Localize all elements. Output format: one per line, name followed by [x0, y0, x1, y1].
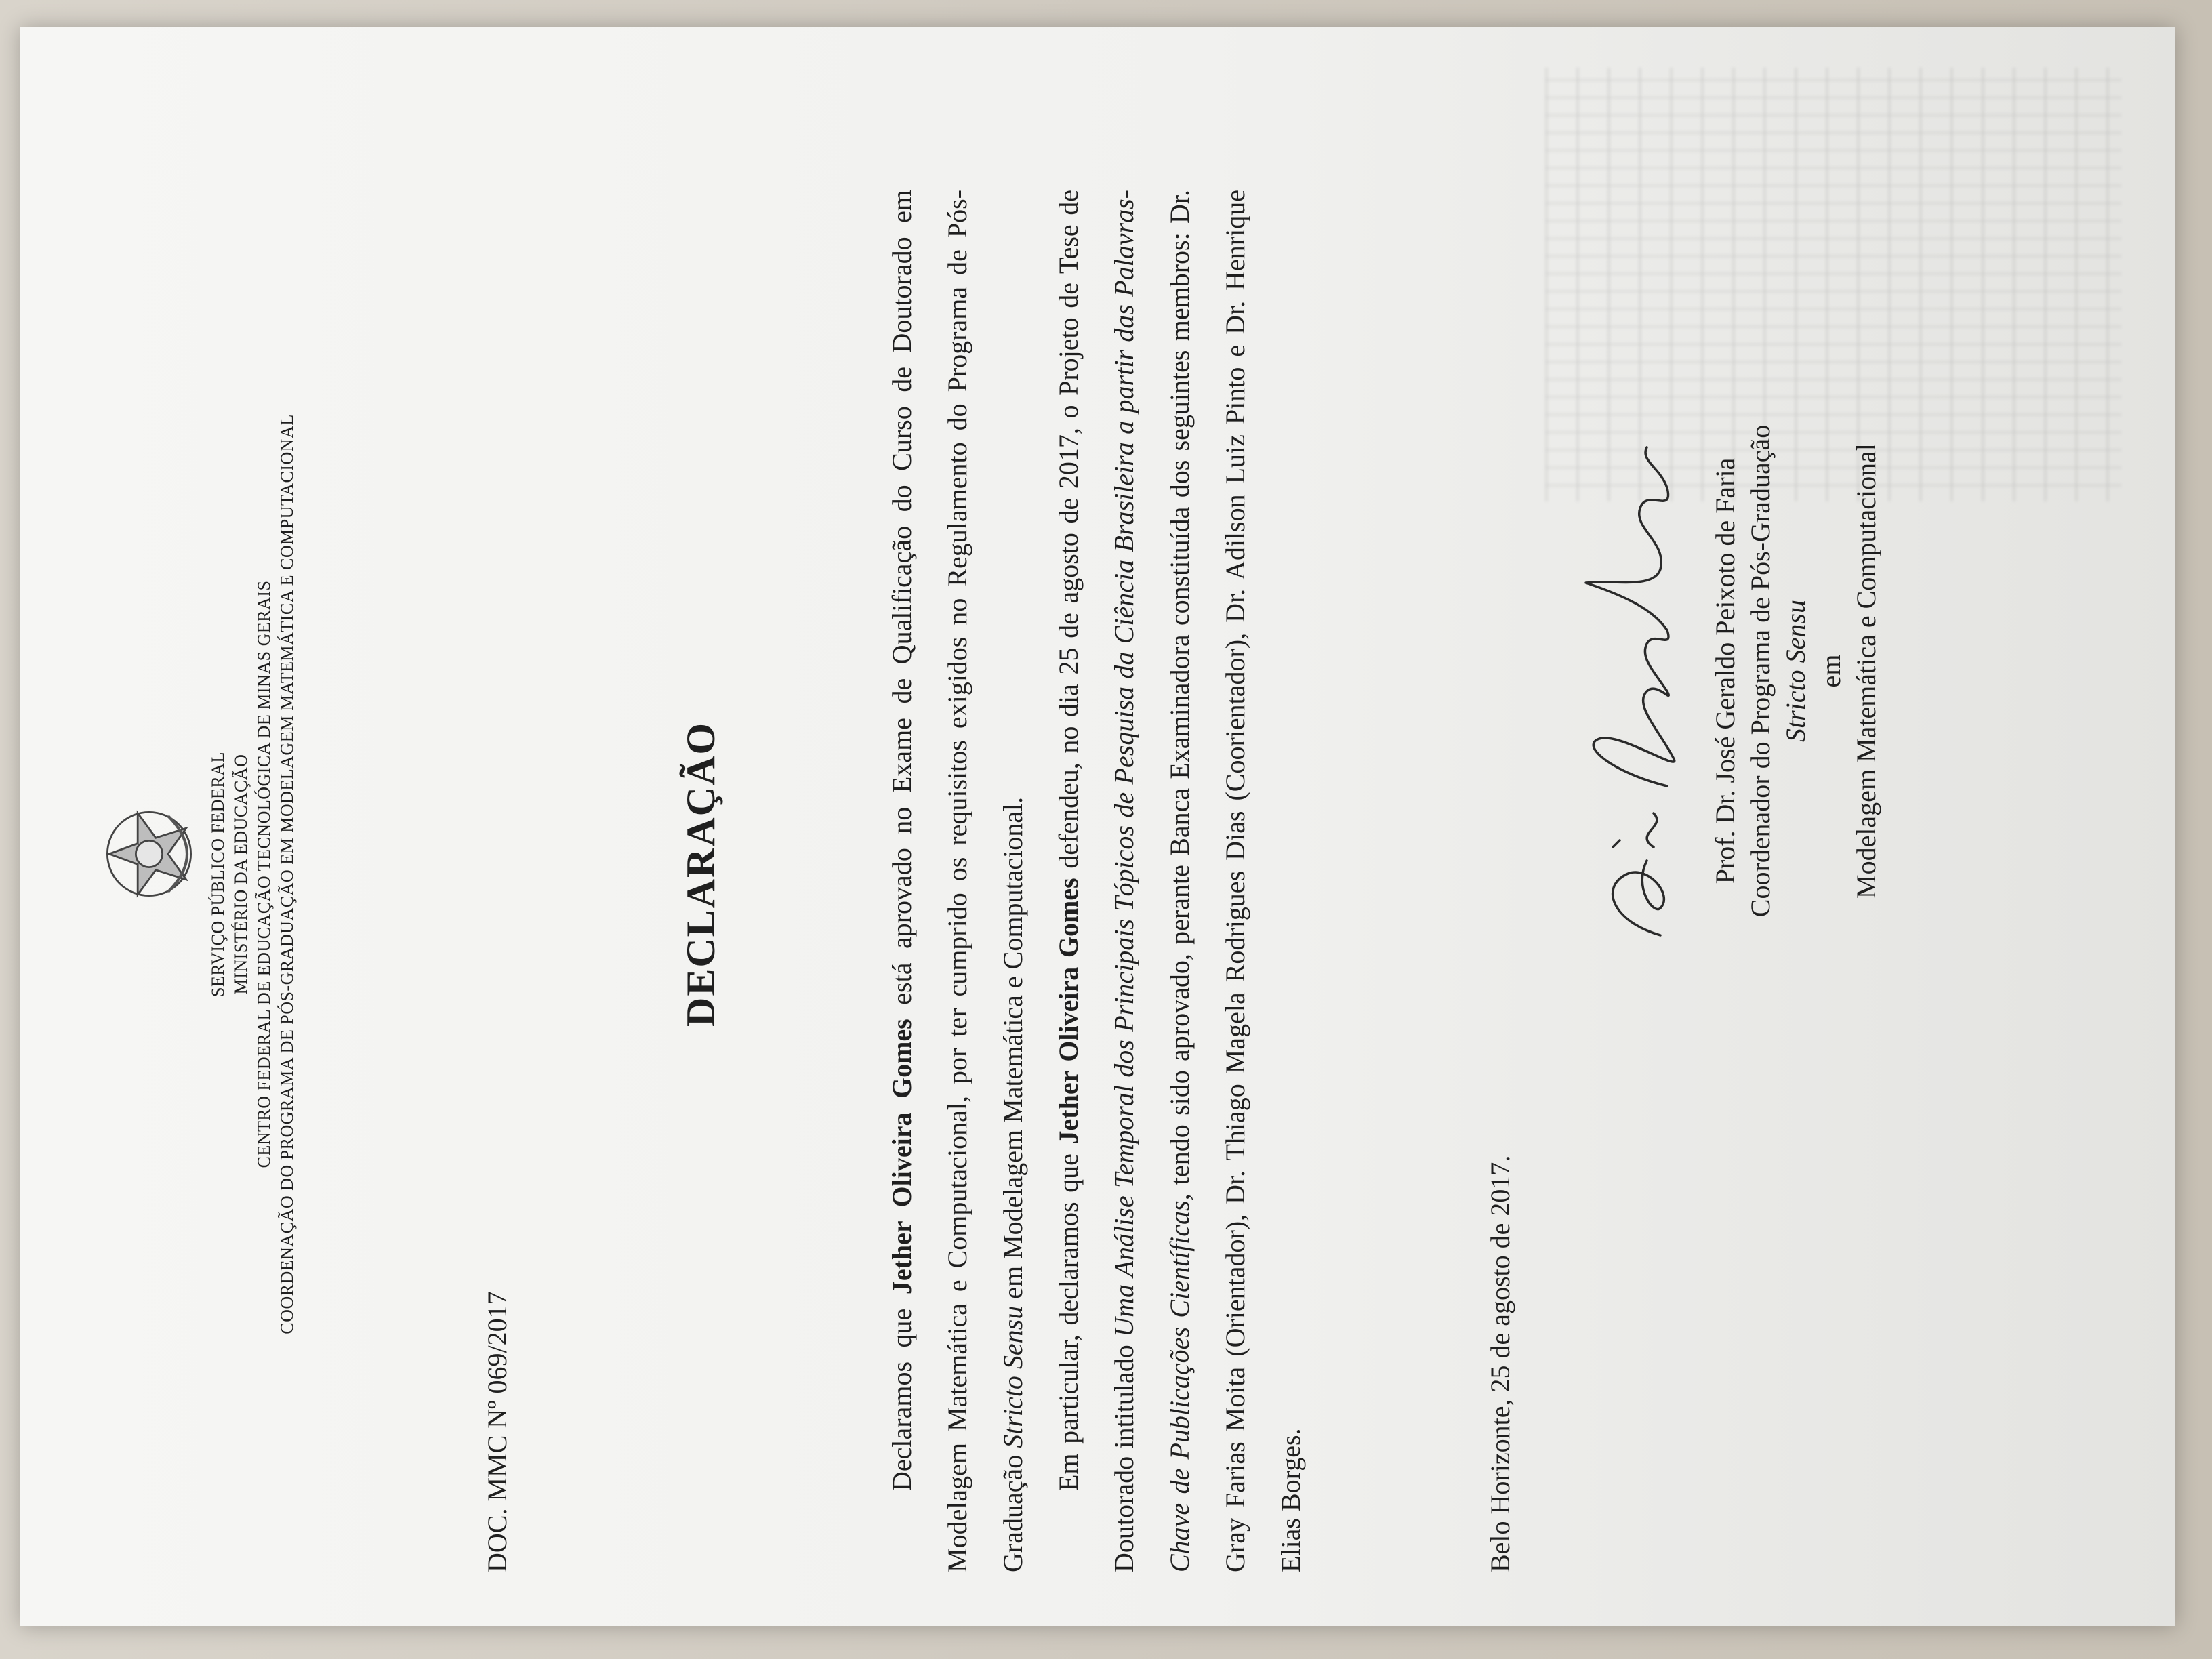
coat-of-arms-icon — [102, 806, 197, 901]
document-page — [81, 95, 2114, 1654]
p2-text-3: tendo sido aprovado, perante Banca Examinadora constituída dos seguintes membros: Dr. Gray Farias Moita (Orientador), Dr. Thiago Magela Rodrigues Dias (Coorientador), Dr. Adilson Luiz Pinto e Dr. Henrique Elias Borges. — [1164, 189, 1306, 1572]
document-number: DOC. MMC Nº 069/2017 — [482, 1291, 512, 1572]
signer-role-italic: Stricto Sensu — [1780, 600, 1811, 742]
signer-block — [1708, 95, 1884, 1247]
signer-role — [1743, 95, 1849, 1247]
p1-text-2: está aprovado no Exame de Qualificação do Curso de Doutorado em Modelagem Matemática e Computacional, por ter cumprido os requisitos exigidos no Regulamento do Programa de Pós-Graduação — [886, 190, 1028, 1572]
student-name: Jether Oliveira Gomes — [886, 1019, 917, 1295]
header-line-2: MINISTÉRIO DA EDUCAÇÃO — [231, 754, 251, 995]
handwritten-signature — [1572, 434, 1694, 949]
signer-role-suffix: em — [1816, 654, 1846, 688]
signer-role-prefix: Coordenador do Programa de Pós-Graduação — [1745, 424, 1776, 918]
p2-text-2: defendeu, no dia 25 de agosto de 2017, o Projeto de Tese de Doutorado intitulado — [1053, 189, 1139, 1572]
document-title: DECLARAÇÃO — [678, 721, 723, 1027]
p1-text-3: em Modelagem Matemática e Computacional. — [998, 796, 1028, 1306]
thesis-title: Uma Análise Temporal dos Principais Tópicos de Pesquisa da Ciência Brasileira a partir das Palavras-Chave de Publicações Científicas, — [1109, 190, 1195, 1572]
header-line-4: COORDENAÇÃO DO PROGRAMA DE PÓS-GRADUAÇÃO EM MODELAGEM MATEMÁTICA E COMPUTACIONAL — [277, 414, 297, 1334]
p1-italic: Stricto Sensu — [998, 1305, 1028, 1448]
header-line-3: CENTRO FEDERAL DE EDUCAÇÃO TECNOLÓGICA DE MINAS GERAIS — [254, 580, 274, 1168]
signer-name: Prof. Dr. José Geraldo Peixoto de Faria — [1710, 457, 1740, 884]
paragraph-2 — [1041, 190, 1319, 1572]
place-and-date: Belo Horizonte, 25 de agosto de 2017. — [1485, 1155, 1515, 1572]
declaration-body — [874, 190, 1319, 1572]
p2-text-1: Em particular, declaramos que — [1053, 1144, 1084, 1491]
p1-text-1: Declaramos que — [886, 1294, 917, 1491]
paragraph-1 — [874, 190, 1041, 1572]
institution-header — [142, 95, 299, 1654]
signer-role-line-2: Modelagem Matemática e Computacional — [1851, 443, 1881, 899]
student-name-2: Jether Oliveira Gomes — [1053, 878, 1084, 1145]
header-line-1: SERVIÇO PÚBLICO FEDERAL — [208, 752, 228, 997]
